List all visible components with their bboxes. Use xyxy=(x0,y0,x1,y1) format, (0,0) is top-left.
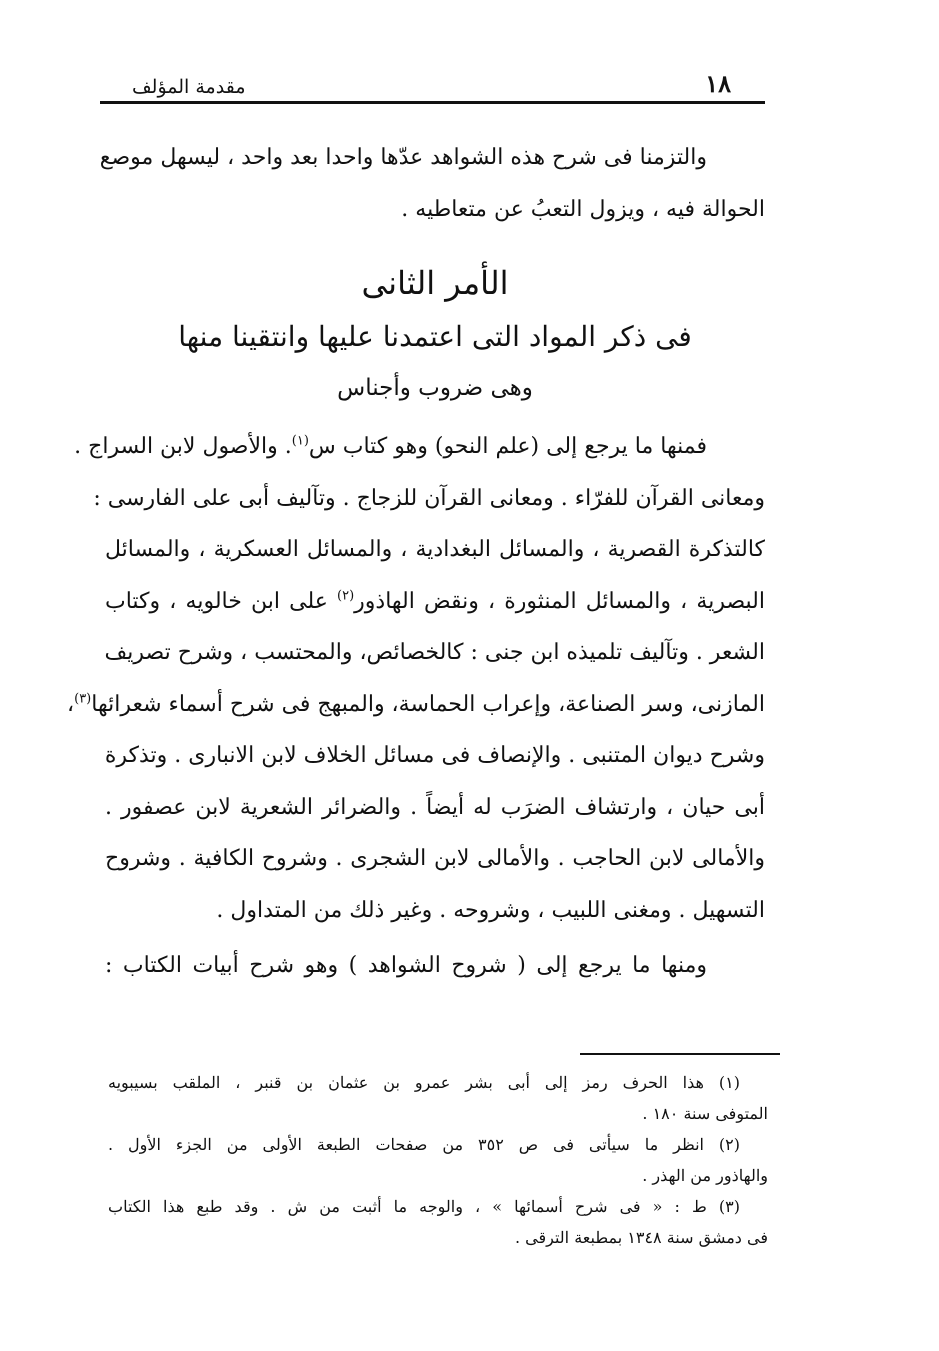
footnote-line: (٢) انظر ما سيأتى فى ص ٣٥٢ من صفحات الطبعة الأولى من الجزء الأول . xyxy=(108,1135,741,1154)
text-line xyxy=(67,679,765,731)
footnote-line: المتوفى سنة ١٨٠ . xyxy=(642,1104,768,1123)
footnote-ref-1: (١) xyxy=(291,433,309,449)
materials-paragraph-grammar xyxy=(67,421,765,936)
footnote-ref-2: (٢) xyxy=(337,588,355,604)
footnote-1 xyxy=(108,1067,768,1129)
text-line: وشرح ديوان المتنبى . والإنصاف فى مسائل الخلاف لابن الانبارى . وتذكرة xyxy=(104,743,765,768)
text-line xyxy=(105,576,765,628)
footnote-line: فى دمشق سنة ١٣٤٨ بمطبعة الترقى . xyxy=(514,1228,768,1247)
footnotes xyxy=(108,1067,768,1253)
text-line: أبى حيان ، وارتشاف الضرَب له أيضاً . والضرائر الشعرية لابن عصفور . xyxy=(105,794,765,820)
footnote-line: والهاذور من الهذر . xyxy=(642,1166,768,1185)
footnote-line: (٣) ط : « فى شرح أسمائها » ، والوجه ما أثبت من ش . وقد طبع هذا الكتاب xyxy=(108,1197,740,1216)
text-line xyxy=(74,421,765,473)
section-sub-subtitle: وهى ضروب وأجناس xyxy=(337,375,533,401)
text-line-part: المازنى، وسر الصناعة، وإعراب الحماسة، والمبهج فى شرح أسماء شعرائها xyxy=(91,691,765,717)
footnote-2 xyxy=(108,1129,768,1191)
text-line: الشعر . وتآليف تلميذه ابن جنى : كالخصائص، والمحتسب ، وشرح تصريف xyxy=(104,640,765,665)
main-text xyxy=(67,132,765,992)
text-line: ومنها ما يرجع إلى ( شروح الشواهد ) وهو شرح أبيات الكتاب : xyxy=(105,953,707,978)
footnote-ref-3: (٣) xyxy=(74,691,92,707)
intro-paragraph xyxy=(99,132,765,235)
text-line: التسهيل . ومغنى اللبيب ، وشروحه . وغير ذلك من المتداول . xyxy=(216,897,765,923)
section-subtitle: فى ذكر المواد التى اعتمدنا عليها وانتقينا منها xyxy=(178,320,692,353)
page-number: ١٨ xyxy=(705,69,731,98)
text-line-part: البصرية ، والمسائل المنثورة ، ونقض الهاذور xyxy=(354,588,765,614)
text-line-part: فمنها ما يرجع إلى (علم النحو) وهو كتاب س xyxy=(308,434,707,459)
text-line-part: ، xyxy=(67,691,75,717)
running-title: مقدمة المؤلف xyxy=(132,76,246,98)
footnote-3 xyxy=(108,1191,768,1253)
footnote-line: (١) هذا الحرف رمز إلى أبى بشر عمرو بن عثمان بن قنبر ، الملقب بسيبويه xyxy=(108,1073,740,1092)
footnote-rule xyxy=(580,1053,780,1055)
section-title: الأمر الثانى xyxy=(361,264,509,302)
text-line: والأمالى لابن الحاجب . والأمالى لابن الشجرى . وشروح الكافية . وشروح xyxy=(105,846,765,871)
text-line-part: . والأصول لابن السراج . xyxy=(74,434,292,459)
text-line: الحوالة فيه ، ويزول التعبُ عن متعاطيه . xyxy=(401,196,765,222)
header-rule xyxy=(100,101,765,104)
materials-paragraph-shawahid xyxy=(105,940,765,992)
text-line-part: على ابن خالويه ، وكتاب xyxy=(105,588,328,614)
text-line: والتزمنا فى شرح هذه الشواهد عدّها واحدا بعد واحد ، ليسهل موصع xyxy=(99,145,707,170)
text-line: كالتذكرة القصرية ، والمسائل البغدادية ، والمسائل العسكرية ، والمسائل xyxy=(105,537,765,562)
page-header xyxy=(100,62,765,98)
text-line: ومعانى القرآن للفرّاء . ومعانى القرآن للزجاج . وتآليف أبى على الفارسى : xyxy=(93,485,765,511)
